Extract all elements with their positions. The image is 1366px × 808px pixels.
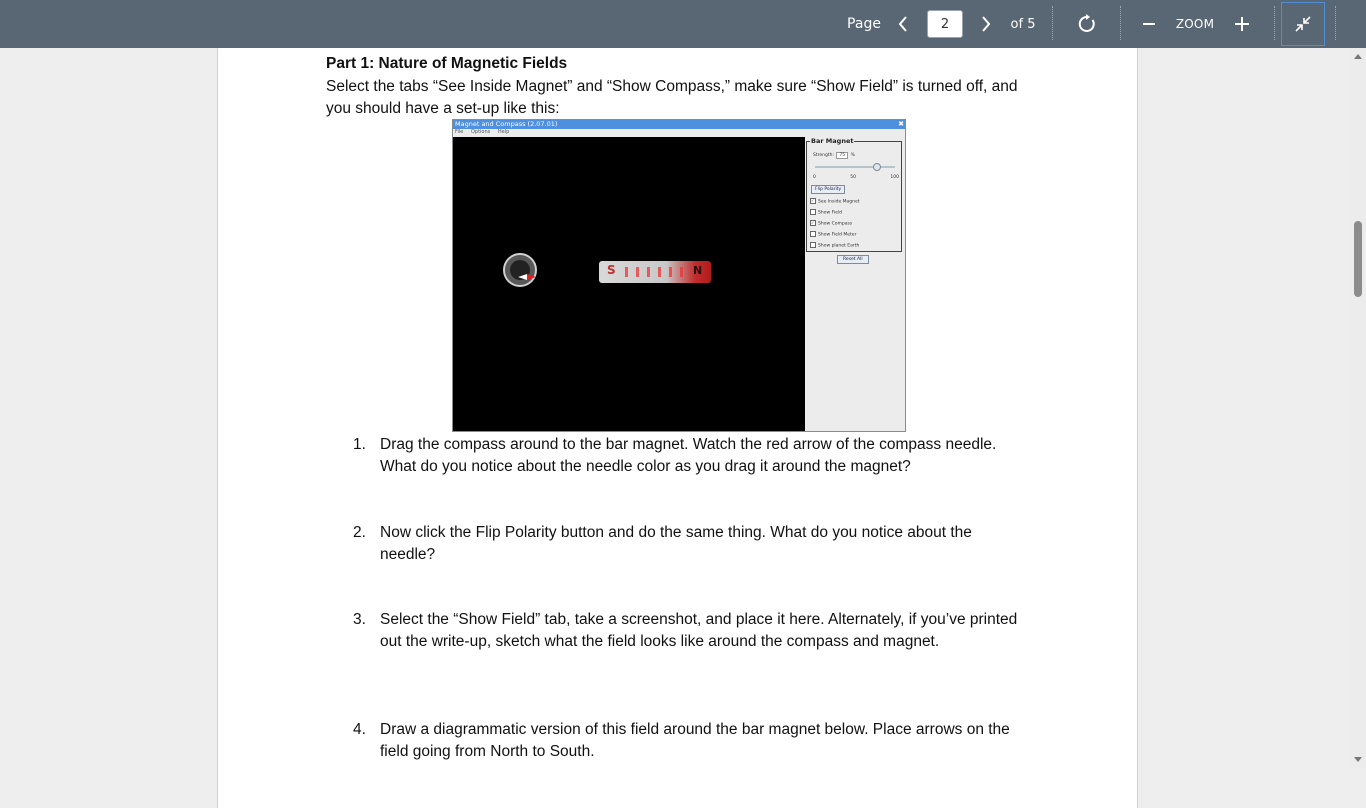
checkbox-label: Show Field Meter [818, 232, 857, 238]
question-text: Now click the Flip Polarity button and do the same thing. What do you notice about the needle? [380, 524, 972, 563]
magnet-inside-arrows [625, 267, 685, 277]
checkbox-see-inside: ✓ See Inside Magnet [811, 198, 860, 205]
zoom-out-button[interactable] [1136, 0, 1162, 48]
reset-all-button: Reset All [837, 255, 869, 264]
zoom-label: ZOOM [1175, 17, 1215, 31]
strength-value: 75 [836, 152, 848, 159]
total-pages-label: of 5 [1010, 16, 1036, 32]
toolbar-divider [1335, 6, 1336, 40]
section-heading: Part 1: Nature of Magnetic Fields [326, 55, 568, 72]
bar-magnet-panel [806, 137, 902, 252]
intro-paragraph: Select the tabs “See Inside Magnet” and “Show Compass,” make sure “Show Field” is turned off, and you should have a set-up like this: [326, 78, 1018, 117]
question-number: 3. [353, 611, 366, 628]
needle-red [527, 274, 536, 280]
zoom-in-button[interactable] [1228, 0, 1256, 48]
tick-label: 100 [890, 175, 899, 180]
strength-slider-track [815, 166, 895, 168]
question-number: 1. [353, 436, 366, 453]
toolbar-divider [1120, 6, 1121, 40]
sim-menu-help: Help [497, 129, 510, 135]
collapse-icon [1294, 15, 1312, 33]
magnet-south-label: S [607, 263, 616, 277]
slider-ticks [813, 175, 899, 180]
needle-white [518, 274, 527, 280]
sim-title: Magnet and Compass (2.07.01) [455, 120, 558, 128]
tick-label: 0 [813, 175, 816, 180]
strength-label: Strength: [813, 153, 834, 158]
checkbox-label: Show planet Earth [818, 243, 860, 249]
toolbar-divider [1052, 6, 1053, 40]
sim-menu-options: Options [470, 129, 491, 135]
strength-row [813, 152, 855, 159]
checkbox-show-field [810, 209, 842, 217]
chevron-right-icon [981, 16, 991, 32]
close-icon: ✖ [898, 120, 904, 128]
plus-icon [1234, 16, 1250, 32]
checkbox-label: See Inside Magnet [818, 199, 860, 205]
chevron-left-icon [898, 16, 908, 32]
document-page [217, 48, 1138, 808]
scroll-down-icon[interactable] [1354, 757, 1362, 762]
sim-menu-file: File [455, 129, 464, 135]
bar-magnet [599, 261, 711, 283]
checkbox-label: Show Field [818, 210, 842, 216]
minus-icon [1142, 17, 1156, 31]
compass-face [510, 260, 530, 280]
sim-title-bar [453, 120, 905, 129]
strength-unit: % [850, 153, 855, 158]
viewer-toolbar [0, 0, 1366, 48]
page-number-input[interactable] [927, 10, 963, 38]
page-label: Page [847, 16, 881, 32]
exit-fullscreen-button[interactable] [1281, 2, 1325, 46]
previous-page-button[interactable] [890, 0, 916, 48]
question-text: Select the “Show Field” tab, take a screenshot, and place it here. Alternately, if you’ve printed out the write-up, sketch what the field looks like around the compass and magnet. [380, 611, 1018, 650]
scrollbar-thumb[interactable] [1354, 221, 1362, 297]
checkbox-show-compass: ✓ Show Compass [811, 220, 853, 227]
flip-polarity-button: Flip Polarity [811, 185, 845, 194]
magnet-north-label: N [693, 264, 703, 277]
rotate-icon [1077, 14, 1097, 34]
checkbox-field-meter [810, 231, 856, 239]
toolbar-divider [1274, 6, 1275, 40]
question-text: Draw a diagrammatic version of this field around the bar magnet below. Place arrows on the field going from North to South. [380, 721, 1010, 760]
question-text: Drag the compass around to the bar magnet. Watch the red arrow of the compass needle. What do you notice about the needle color as you drag it around the magnet? [380, 436, 997, 475]
next-page-button[interactable] [973, 0, 999, 48]
compass-icon [503, 253, 537, 287]
sim-canvas [453, 137, 805, 431]
rotate-button[interactable] [1072, 0, 1102, 48]
panel-title: Bar Magnet [811, 137, 854, 145]
question-number: 4. [353, 721, 366, 738]
tick-label: 50 [850, 175, 856, 180]
strength-slider-knob [873, 163, 881, 171]
checkbox-label: Show Compass [818, 221, 853, 227]
vertical-scrollbar[interactable] [1350, 48, 1366, 768]
sim-menu-bar [455, 129, 515, 136]
checkbox-planet-earth [810, 242, 859, 250]
simulation-screenshot [452, 119, 906, 432]
question-number: 2. [353, 524, 366, 541]
scroll-up-icon[interactable] [1354, 54, 1362, 59]
